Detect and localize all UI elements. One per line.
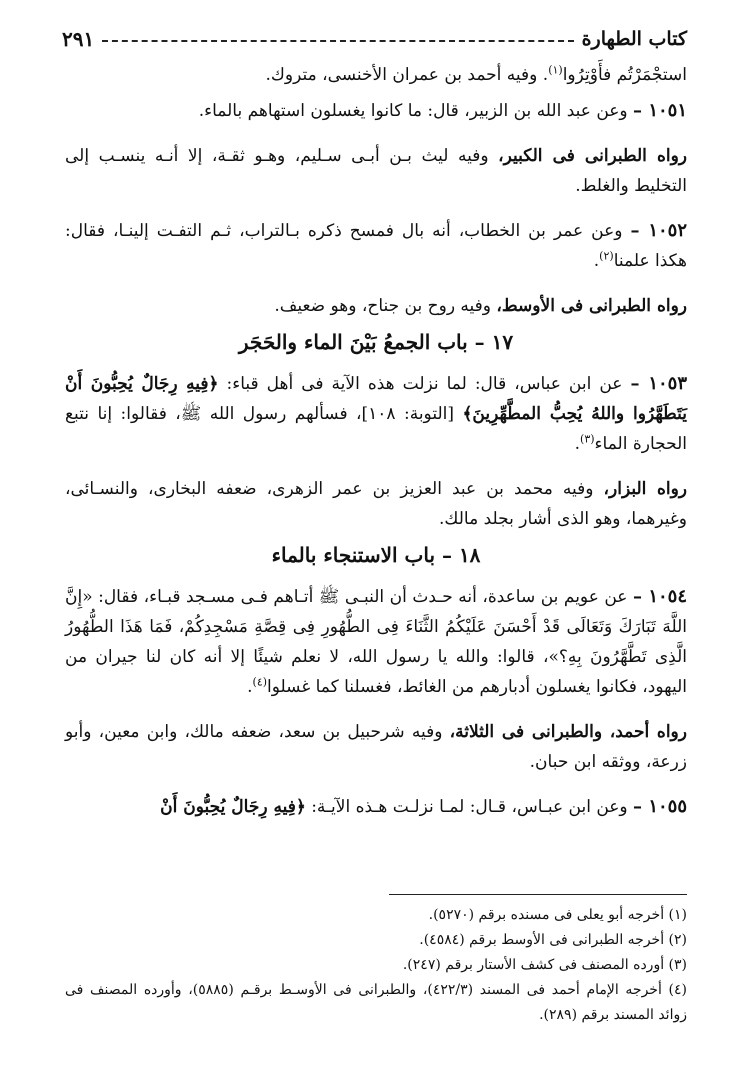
hadith-text: وعن عمر بن الخطاب، أنه بال فمسح ذكره بـالتراب، ثـم التفـت إلينـا، فقال: هكذا علمنا <box>65 221 687 271</box>
hadith-1055 <box>65 792 687 822</box>
hadith-number: ١٠٥٥ – <box>633 796 687 817</box>
commentary-text: وفيه محمد بن عبد العزيز بن عمر الزهرى، ضعفه البخارى، والنسـائى، وغيرهما، وهو الذى أشار بجلد مالك. <box>65 479 687 529</box>
punctuation: . <box>574 434 581 454</box>
hadith-text: وعن ابن عبـاس، قـال: لمـا نزلـت هـذه الآيـة: <box>305 797 634 817</box>
footnote-4: (٤) أخرجه الإمام أحمد فى المسند (٤٢٢/٣)، والطبرانى فى الأوسـط برقـم (٥٨٨٥)، وأورده المصنف فى زوائد المسند برقم (٢٨٩). <box>65 982 687 1023</box>
punctuation: . <box>247 677 253 697</box>
punctuation: . <box>593 251 600 271</box>
quran-verse: ﴿فِيهِ رِجَالٌ يُحِبُّونَ أَنْ <box>160 797 306 817</box>
paragraph-text: . وفيه أحمد بن عمران الأخنسى، متروك. <box>265 65 549 85</box>
section-heading-17: ١٧ – باب الجمعُ بَيْنَ الماء والحَجَر <box>238 330 514 354</box>
section-heading-18: ١٨ – باب الاستنجاء بالماء <box>271 543 481 567</box>
footnote-ref: (١) <box>548 63 563 77</box>
commentary-text: وفيه روح بن جناح، وهو ضعيف. <box>274 296 497 316</box>
header-rule <box>102 40 573 42</box>
running-header <box>62 22 687 56</box>
source-label: رواه أحمد، والطبرانى فى الثلاثة، <box>449 722 687 742</box>
hadith-text: وعن عبد الله بن الزبير، قال: ما كانوا يغسلون استهاهم بالماء. <box>198 101 634 121</box>
quoted-text: استجْمَرْتُم فأَوْتِرُوا <box>562 65 687 85</box>
hadith-text-cont: ، قالوا: والله يا رسول الله، لا نعلم شيئًا إلا أنه كان لنا جيران من اليهود، فكانوا يغسلون أدبارهم من الغائط، فغسلنا كما غسلوا <box>65 647 687 697</box>
footnote-separator <box>389 894 687 895</box>
chapter-title: كتاب الطهارة <box>581 28 687 50</box>
quran-verse: ﴿فِيهِ رِجَالٌ يُحِبُّونَ أَنْ يَتَطَهَّرُوا واللهُ يُحِبُّ المطَّهِّرِينَ﴾ <box>65 374 687 424</box>
page-body <box>65 60 687 837</box>
hadith-number: ١٠٥٣ – <box>630 373 687 394</box>
hadith-text: عن ابن عباس، قال: لما نزلت هذه الآية فى أهل قباء: <box>218 374 631 394</box>
commentary-1053 <box>65 474 687 534</box>
continued-paragraph <box>65 60 687 90</box>
source-label: رواه البزار، <box>603 479 687 499</box>
hadith-number: ١٠٥١ – <box>633 100 687 121</box>
footnote-ref: (٢) <box>599 249 614 263</box>
commentary-1051 <box>65 141 687 201</box>
footnote-ref: (٤) <box>252 675 268 689</box>
commentary-1054 <box>65 717 687 777</box>
footnote-2: (٢) أخرجه الطبرانى فى الأوسط برقم (٤٥٨٤). <box>419 932 687 948</box>
hadith-1053 <box>65 369 687 459</box>
footnote-3: (٣) أورده المصنف فى كشف الأستار برقم (٢٤٧). <box>402 957 687 973</box>
footnotes <box>65 894 687 1028</box>
source-label: رواه الطبرانى فى الأوسط، <box>496 296 687 316</box>
hadith-number: ١٠٥٤ – <box>632 586 687 607</box>
commentary-text: وفيه ليث بـن أبـى سـليم، وهـو ثقـة، إلا أنـه ينسـب إلى التخليط والغلط. <box>65 146 687 196</box>
hadith-1054 <box>65 582 687 702</box>
hadith-text: عن عويم بن ساعدة، أنه حـدث أن النبـى ﷺ أتـاهم فـى مسـجد قبـاء، فقال: <box>92 587 633 607</box>
hadith-1052 <box>65 216 687 276</box>
commentary-1052 <box>65 291 687 321</box>
page-number: ٢٩١ <box>62 27 95 51</box>
source-label: رواه الطبرانى فى الكبير، <box>498 146 688 166</box>
footnote-1: (١) أخرجه أبو يعلى فى مسنده برقم (٥٢٧٠). <box>428 907 687 923</box>
hadith-text-cont: [التوبة: ١٠٨]، فسألهم رسول الله ﷺ، فقالوا: إنا نتبع الحجارة الماء <box>65 404 687 454</box>
hadith-1051 <box>65 96 687 126</box>
commentary-text: وفيه شرحبيل بن سعد، ضعفه مالك، وابن معين، وأبو زرعة، ووثقه ابن حبان. <box>65 722 687 772</box>
prophetic-quote: «إِنَّ اللَّهَ تَبَارَكَ وَتَعَالَى قَدْ أَحْسَنَ عَلَيْكُمُ الثَّنَاءَ فِى الطُّهُورِ فِى قِصَّةِ مَسْجِدِكُمْ، فَمَا هَذَا الطُّهُورُ الَّذِى تَطَّهَّرُونَ بِهِ؟» <box>65 587 687 667</box>
footnote-ref: (٣) <box>580 432 595 446</box>
hadith-number: ١٠٥٢ – <box>630 220 687 241</box>
